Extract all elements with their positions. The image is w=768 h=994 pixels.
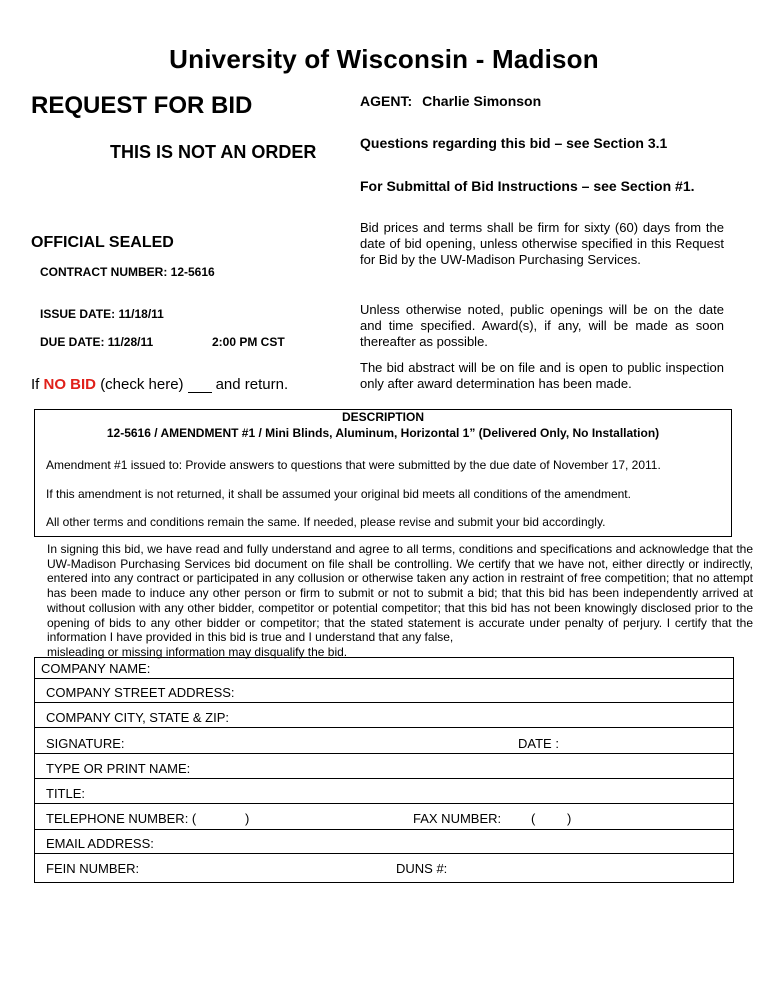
description-box	[34, 409, 732, 537]
description-heading: DESCRIPTION	[341, 410, 424, 424]
form-row-divider	[35, 803, 733, 804]
terms-paragraph-abstract: The bid abstract will be on file and is open to public inspection only after award determination has been made.	[360, 360, 724, 391]
due-date: DUE DATE: 11/28/11	[40, 335, 154, 349]
agent-label: AGENT:	[360, 93, 413, 109]
certification-text-last-line: misleading or missing information may disqualify the bid.	[47, 645, 348, 659]
form-row-divider	[35, 727, 733, 728]
form-row-divider	[35, 753, 733, 754]
agent-name: Charlie Simonson	[422, 93, 542, 109]
amendment-note-3: All other terms and conditions remain the same. If needed, please revise and submit your bid accordingly.	[46, 515, 606, 529]
title-label: TITLE:	[46, 786, 86, 801]
form-row-divider	[35, 778, 733, 779]
no-bid-suffix: and return.	[215, 376, 289, 393]
contract-number: CONTRACT NUMBER: 12-5616	[40, 265, 215, 279]
university-title: University of Wisconsin - Madison	[169, 44, 599, 74]
no-bid-check-text: (check here)	[100, 376, 184, 393]
company-street-label: COMPANY STREET ADDRESS:	[46, 685, 235, 700]
signature-label: SIGNATURE:	[46, 736, 125, 751]
no-bid-checkbox-blank[interactable]	[188, 378, 212, 393]
fax-paren-close: )	[567, 811, 572, 826]
company-name-label: COMPANY NAME:	[41, 661, 151, 676]
no-bid-prefix: If	[31, 376, 40, 393]
terms-paragraph-openings: Unless otherwise noted, public openings will be on the date and time specified. Award(s), if any, will be made as soon thereafter as possible.	[360, 302, 724, 349]
print-name-label: TYPE OR PRINT NAME:	[46, 761, 191, 776]
form-row-divider	[35, 678, 733, 679]
no-bid-emphasis: NO BID	[43, 376, 97, 393]
description-line: 12-5616 / AMENDMENT #1 / Mini Blinds, Aluminum, Horizontal 1” (Delivered Only, No Installation)	[106, 426, 660, 440]
company-city-label: COMPANY CITY, STATE & ZIP:	[46, 710, 229, 725]
submittal-note: For Submittal of Bid Instructions – see Section #1.	[360, 178, 695, 194]
certification-text: In signing this bid, we have read and fully understand and agree to all terms, conditions and specifications and acknowledge that the UW-Madison Purchasing Services bid document on file shall be controlling. We certify that we have not, either directly or indirectly, entered into any contract or participated in any collusion or otherwise taken any action in restraint of free competition; that no attempt has been made to induce any other person or firm to submit or not to submit a bid; that this bid has been independently arrived at without collusion with any other bidder, competitor or potential competitor; that this bid has not been knowingly disclosed prior to the opening of bids to any other bidder or competitor; that the stated statement is accurate under penalty of perjury. I certify that the information I have provided in this bid is true and I understand that any false,	[47, 542, 753, 645]
telephone-paren-close: )	[245, 811, 250, 826]
duns-label: DUNS #:	[396, 861, 448, 876]
form-row-divider	[35, 702, 733, 703]
telephone-label: TELEPHONE NUMBER: (	[46, 811, 197, 826]
fein-label: FEIN NUMBER:	[46, 861, 140, 876]
form-row-divider	[35, 853, 733, 854]
issue-date: ISSUE DATE: 11/18/11	[40, 307, 164, 321]
agent-line	[360, 93, 541, 109]
email-label: EMAIL ADDRESS:	[46, 836, 154, 851]
fax-label: FAX NUMBER:	[413, 811, 502, 826]
terms-paragraph-firm-prices: Bid prices and terms shall be firm for sixty (60) days from the date of bid opening, unless otherwise specified in this Request for Bid by the UW-Madison Purchasing Services.	[360, 220, 724, 267]
amendment-note-1: Amendment #1 issued to: Provide answers to questions that were submitted by the due date of November 17, 2011.	[46, 458, 661, 472]
due-time: 2:00 PM CST	[212, 335, 285, 349]
form-row-divider	[35, 829, 733, 830]
questions-note: Questions regarding this bid – see Section 3.1	[360, 135, 668, 151]
date-label: DATE :	[518, 736, 559, 751]
amendment-note-2: If this amendment is not returned, it shall be assumed your original bid meets all conditions of the amendment.	[46, 487, 631, 501]
not-an-order-heading: THIS IS NOT AN ORDER	[110, 142, 317, 162]
no-bid-line	[31, 376, 288, 393]
fax-paren-open: (	[531, 811, 536, 826]
company-info-form	[34, 657, 734, 883]
request-for-bid-heading: REQUEST FOR BID	[31, 92, 253, 119]
official-sealed-label: OFFICIAL SEALED	[31, 234, 174, 251]
